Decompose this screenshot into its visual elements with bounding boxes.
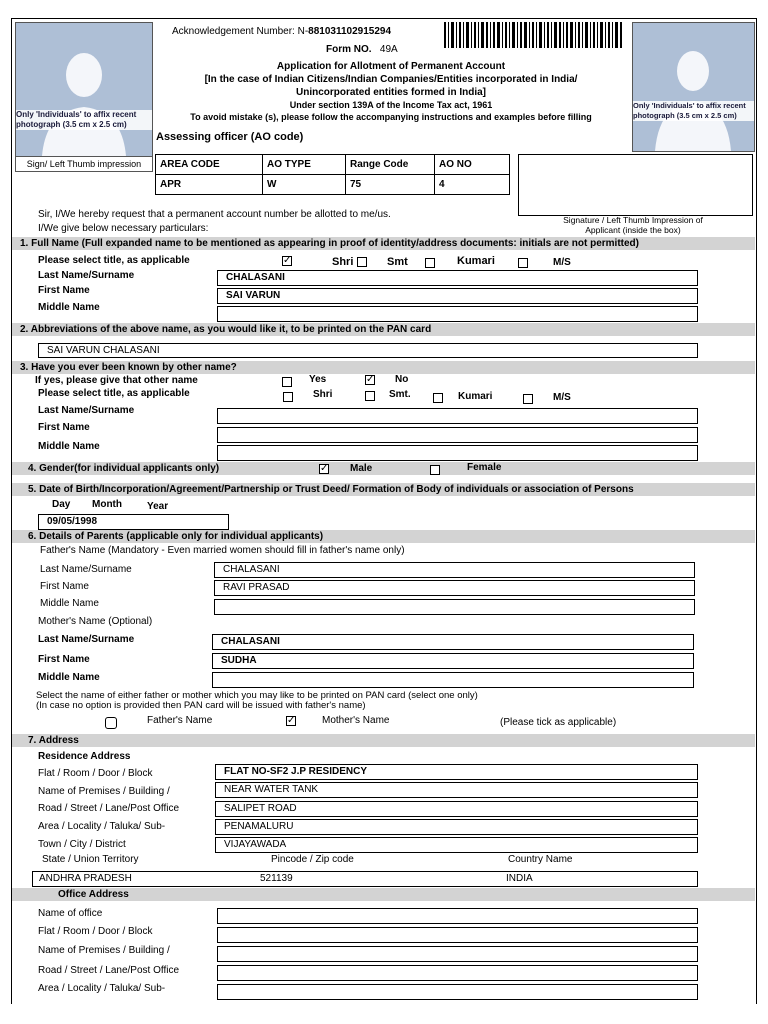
s6-mother-last-field[interactable]: CHALASANI (212, 634, 694, 650)
right-photo-placeholder (633, 23, 754, 151)
s2-abbreviation-field[interactable]: SAI VARUN CHALASANI (38, 343, 698, 358)
s3-last-label: Last Name/Surname (38, 405, 135, 416)
s3-yes-label: Yes (309, 374, 327, 385)
ao-area-code[interactable]: APR (156, 175, 263, 195)
s7-office-name-label: Name of office (38, 908, 103, 919)
ack-number: 881031102915294 (308, 26, 392, 37)
intro-line-1: Sir, I/We hereby request that a permanent account number be allotted to me/us. (38, 209, 391, 220)
s1-last-name-field[interactable]: CHALASANI (217, 270, 698, 286)
s6-father-note: Father's Name (Mandatory - Even married women should fill in father's name only) (40, 545, 405, 556)
section-7-band (12, 734, 755, 747)
section-5-heading: 5. Date of Birth/Incorporation/Agreement/Partnership or Trust Deed/ Formation of Body of individuals or association of Persons (28, 484, 634, 495)
s6-father-middle-label: Middle Name (40, 598, 99, 609)
s1-shri-checkbox[interactable]: ✓ (283, 255, 292, 266)
s7-office-area-label: Area / Locality / Taluka/ Sub- (38, 983, 166, 994)
ao-header-range: Range Code (346, 155, 435, 175)
s7-pin-value[interactable]: 521139 (260, 873, 293, 884)
ao-header-type: AO TYPE (263, 155, 346, 175)
s6-mother-first-label: First Name (38, 654, 90, 665)
s4-male-label: Male (350, 463, 373, 474)
s3-kumari-label: Kumari (458, 391, 493, 402)
person-silhouette-icon (633, 23, 754, 151)
s6-mother-note: Mother's Name (Optional) (38, 616, 153, 627)
s1-first-name-field[interactable]: SAI VARUN (217, 288, 698, 304)
s6-father-last-label: Last Name/Surname (40, 564, 132, 575)
s7-office-area-field[interactable] (217, 984, 698, 1000)
s1-title-prompt: Please select title, as applicable (38, 255, 190, 266)
s7-town-field[interactable]: VIJAYAWADA (215, 837, 698, 853)
form-subtitle-2: Unincorporated entities formed in India] (295, 87, 486, 98)
ao-number[interactable]: 4 (435, 175, 510, 195)
s3-shri-checkbox[interactable] (283, 392, 293, 402)
ao-range-code[interactable]: 75 (346, 175, 435, 195)
form-no-value: 49A (379, 44, 398, 55)
s7-area-label: Area / Locality / Taluka/ Sub- (38, 821, 166, 832)
s7-country-value[interactable]: INDIA (506, 873, 533, 884)
s3-no-checkbox[interactable]: ✓ (366, 374, 375, 385)
s3-smt-label: Smt. (389, 389, 411, 400)
ack-line (172, 26, 391, 37)
s1-shri-label: Shri (332, 256, 354, 268)
s7-flat-label: Flat / Room / Door / Block (38, 768, 153, 779)
s7-premises-field[interactable]: NEAR WATER TANK (215, 782, 698, 798)
s7-country-label: Country Name (508, 854, 573, 865)
s7-office-heading: Office Address (58, 889, 129, 900)
left-photo-caption: Only 'Individuals' to affix recent photograph (3.5 cm x 2.5 cm) (16, 110, 152, 130)
s7-office-premises-label: Name of Premises / Building / (38, 945, 170, 956)
section-1-heading: 1. Full Name (Full expanded name to be mentioned as appearing in proof of identity/address documents: initials are not permitted) (20, 238, 639, 249)
ao-header-no: AO NO (435, 155, 510, 175)
right-photo-caption: Only 'Individuals' to affix recent photograph (3.5 cm x 2.5 cm) (633, 101, 754, 121)
s7-residence-heading: Residence Address (38, 751, 131, 762)
s5-month-label: Month (92, 499, 122, 510)
s7-town-label: Town / City / District (38, 839, 126, 850)
s6-father-opt-checkbox[interactable] (105, 717, 117, 729)
s7-state-pin-country-row (32, 871, 698, 887)
s3-middle-label: Middle Name (38, 441, 100, 452)
s7-office-flat-field[interactable] (217, 927, 698, 943)
s1-ms-checkbox[interactable] (518, 258, 528, 268)
s7-road-field[interactable]: SALIPET ROAD (215, 801, 698, 817)
section-6-heading: 6. Details of Parents (applicable only for individual applicants) (28, 531, 324, 542)
s6-mother-middle-label: Middle Name (38, 672, 100, 683)
s7-area-field[interactable]: PENAMALURU (215, 819, 698, 835)
s6-mother-opt-label: Mother's Name (322, 715, 390, 726)
barcode (444, 22, 622, 48)
s3-ms-label: M/S (553, 392, 571, 403)
s6-father-first-label: First Name (40, 581, 89, 592)
s3-other-name-prompt: If yes, please give that other name (35, 375, 198, 386)
s4-female-label: Female (467, 462, 502, 473)
s3-last-name-field[interactable] (217, 408, 698, 424)
person-silhouette-icon (16, 23, 152, 156)
s5-year-label: Year (147, 501, 169, 512)
s1-ms-label: M/S (553, 257, 571, 268)
top-rule (11, 18, 756, 19)
s3-first-name-field[interactable] (217, 427, 698, 443)
s3-shri-label: Shri (313, 389, 333, 400)
s4-female-checkbox[interactable] (430, 465, 440, 475)
section-reference: Under section 139A of the Income Tax act, 1961 (289, 100, 493, 110)
s6-father-opt-label: Father's Name (147, 715, 213, 726)
s7-office-name-field[interactable] (217, 908, 698, 924)
section-3-heading: 3. Have you ever been known by other name? (20, 362, 237, 373)
form-no-line (326, 44, 398, 55)
s1-kumari-checkbox[interactable] (425, 258, 435, 268)
form-title: Application for Allotment of Permanent Account (276, 61, 506, 72)
s6-mother-first-field[interactable]: SUDHA (212, 653, 694, 669)
ao-heading: Assessing officer (AO code) (156, 131, 304, 143)
s5-day-label: Day (52, 499, 71, 510)
s6-father-last-field[interactable]: CHALASANI (214, 562, 695, 578)
ao-header-area: AREA CODE (156, 155, 263, 175)
s1-first-label: First Name (38, 285, 90, 296)
ao-type[interactable]: W (263, 175, 346, 195)
s3-first-label: First Name (38, 422, 90, 433)
s3-middle-name-field[interactable] (217, 445, 698, 461)
s3-kumari-checkbox[interactable] (433, 393, 443, 403)
s1-kumari-label: Kumari (457, 255, 495, 267)
instruction-note: To avoid mistake (s), please follow the accompanying instructions and examples before filling (190, 112, 592, 122)
left-photo-box (15, 22, 153, 157)
s1-middle-label: Middle Name (38, 302, 100, 313)
s6-mother-middle-field[interactable] (212, 672, 694, 688)
s3-no-label: No (395, 374, 409, 385)
s1-middle-name-field[interactable] (217, 306, 698, 322)
form-subtitle-1: [In the case of Indian Citizens/Indian Companies/Entities incorporated in India/ (204, 74, 578, 85)
signature-box[interactable] (518, 154, 753, 216)
left-sign-label: Sign/ Left Thumb impression (15, 156, 153, 172)
s1-smt-label: Smt (387, 256, 408, 268)
s6-tick-note: (Please tick as applicable) (500, 717, 617, 728)
s7-state-label: State / Union Territory (42, 854, 139, 865)
s1-last-label: Last Name/Surname (38, 270, 135, 281)
form-no-label: Form NO. (326, 44, 372, 55)
s7-pin-label: Pincode / Zip code (271, 854, 354, 865)
s4-male-checkbox[interactable]: ✓ (320, 463, 329, 474)
intro-line-2: I/We give below necessary particulars: (38, 223, 209, 234)
s7-road-label: Road / Street / Lane/Post Office (38, 803, 180, 814)
s1-smt-checkbox[interactable] (357, 257, 367, 267)
section-4-heading: 4. Gender(for individual applicants only) (28, 463, 220, 474)
s3-title-prompt: Please select title, as applicable (38, 388, 190, 399)
signature-label: Signature / Left Thumb Impression of Applicant (inside the box) (563, 215, 703, 235)
s6-mother-opt-checkbox[interactable]: ✓ (287, 715, 296, 726)
s6-father-middle-field[interactable] (214, 599, 695, 615)
s7-office-flat-label: Flat / Room / Door / Block (38, 926, 153, 937)
s7-premises-label: Name of Premises / Building / (38, 786, 170, 797)
section-7-heading: 7. Address (28, 735, 79, 746)
ao-code-table (155, 154, 510, 195)
s7-flat-field[interactable]: FLAT NO-SF2 J.P RESIDENCY (215, 764, 698, 780)
s6-mother-last-label: Last Name/Surname (38, 634, 135, 645)
s6-select-note-2: (In case no option is provided then PAN card will be issued with father's name) (36, 700, 366, 711)
s7-state-value[interactable]: ANDHRA PRADESH (39, 873, 132, 884)
s6-father-first-field[interactable]: RAVI PRASAD (214, 580, 695, 596)
s3-smt-checkbox[interactable] (365, 391, 375, 401)
s3-yes-checkbox[interactable] (282, 377, 292, 387)
ack-label: Acknowledgement Number: N- (172, 26, 309, 37)
s7-office-road-label: Road / Street / Lane/Post Office (38, 965, 180, 976)
left-photo-placeholder (16, 23, 152, 156)
right-photo-box (632, 22, 755, 152)
s7-office-premises-field[interactable] (217, 946, 698, 962)
s7-office-road-field[interactable] (217, 965, 698, 981)
s3-ms-checkbox[interactable] (523, 394, 533, 404)
section-2-heading: 2. Abbreviations of the above name, as you would like it, to be printed on the PAN card (20, 324, 432, 335)
s6-select-note-1: Select the name of either father or mother which you may like to be printed on PAN card (select one only) (36, 690, 478, 701)
s5-dob-field[interactable]: 09/05/1998 (38, 514, 229, 530)
